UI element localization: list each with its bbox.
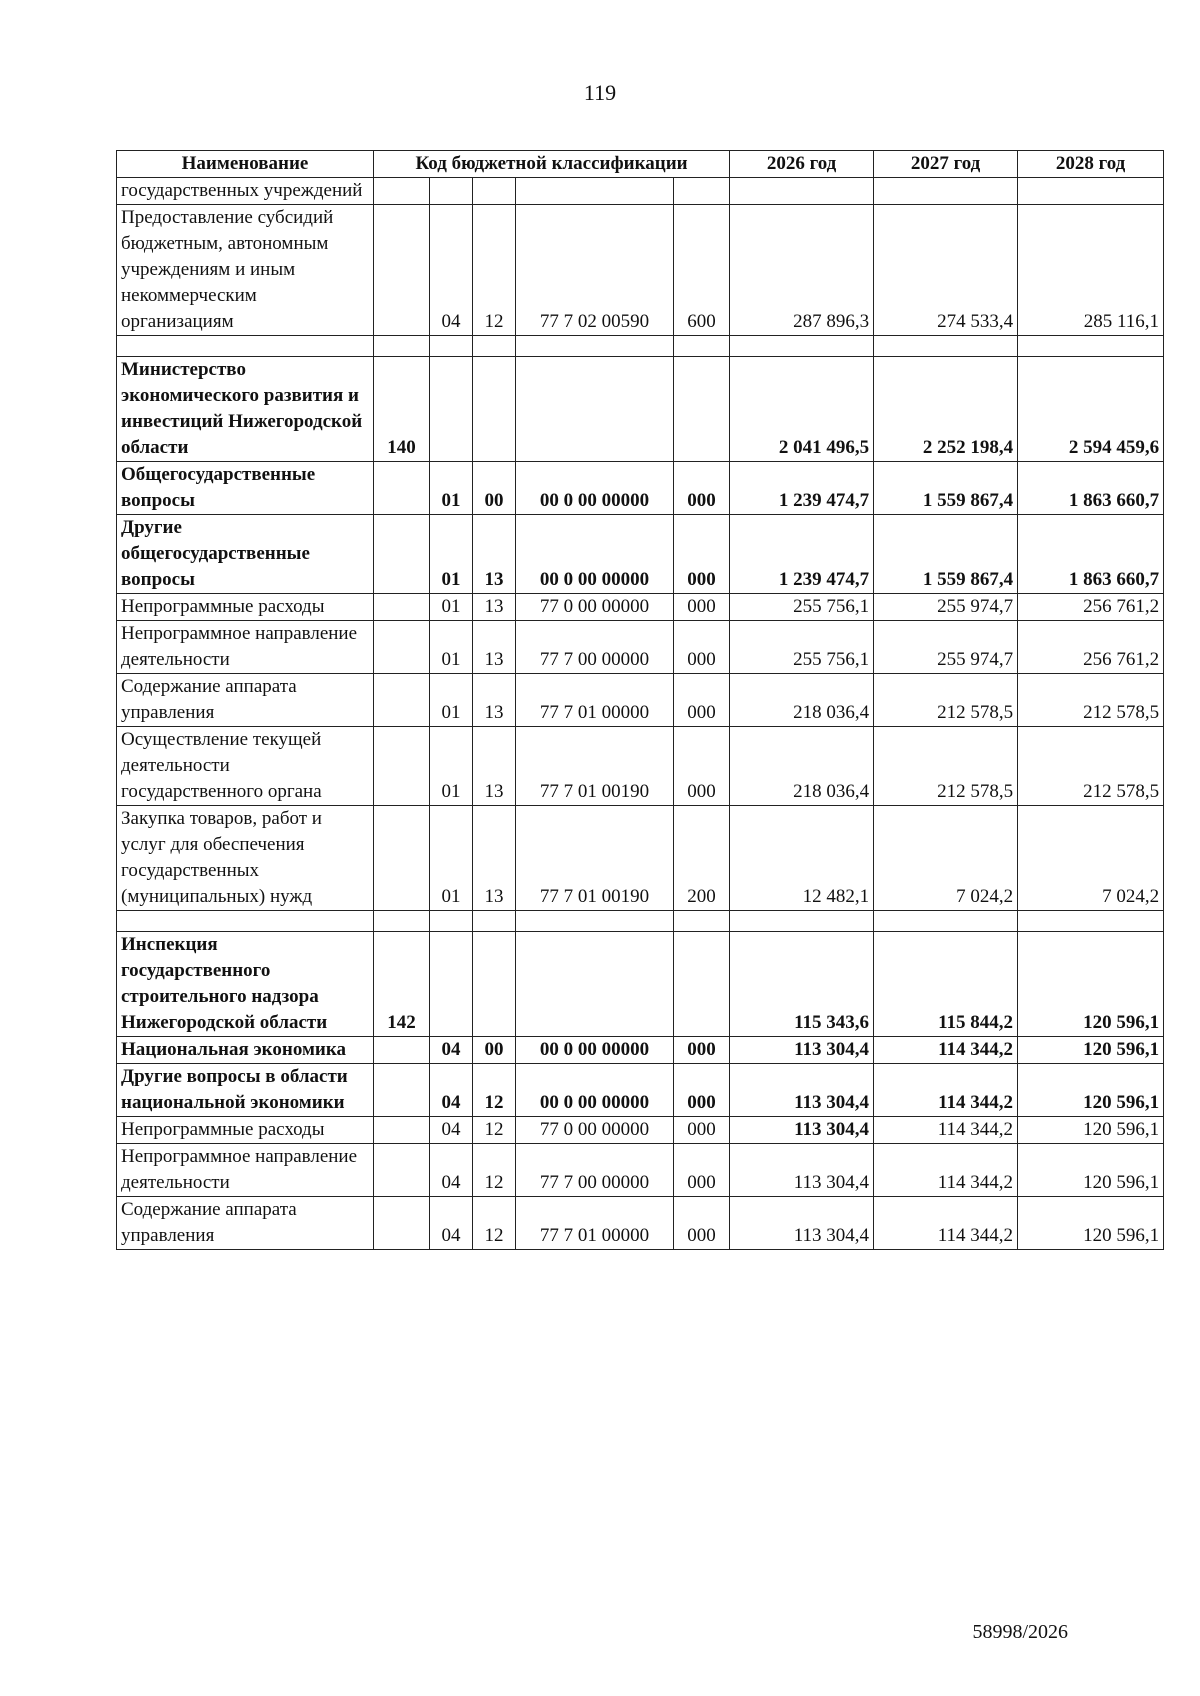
cell-target-article: [516, 178, 674, 205]
cell-section: 04: [430, 1037, 473, 1064]
table-row: [117, 1144, 1164, 1197]
cell-expense-type: 000: [674, 515, 730, 594]
cell-target-article: 77 7 01 00000: [516, 674, 674, 727]
cell-2028: 120 596,1: [1018, 1117, 1164, 1144]
cell-ministry-code: [374, 462, 430, 515]
cell-expense-type: 000: [674, 727, 730, 806]
cell-2026: 115 343,6: [730, 932, 874, 1037]
cell-target-article: 00 0 00 00000: [516, 1064, 674, 1117]
cell-2028: 212 578,5: [1018, 674, 1164, 727]
cell-2026: [730, 336, 874, 357]
header-code: Код бюджетной классификации: [374, 151, 730, 178]
cell-section: 01: [430, 806, 473, 911]
cell-target-article: 77 7 00 00000: [516, 1144, 674, 1197]
cell-2027: 212 578,5: [874, 727, 1018, 806]
cell-2026: 113 304,4: [730, 1064, 874, 1117]
cell-2028: 1 863 660,7: [1018, 515, 1164, 594]
cell-name: Непрограммное направление деятельности: [117, 621, 374, 674]
cell-name: Осуществление текущей деятельности государственного органа: [117, 727, 374, 806]
cell-2027: 114 344,2: [874, 1117, 1018, 1144]
table-row: [117, 1064, 1164, 1117]
budget-table: [116, 150, 1164, 1250]
cell-section: 01: [430, 621, 473, 674]
table-row: [117, 594, 1164, 621]
cell-2027: 1 559 867,4: [874, 462, 1018, 515]
cell-subsection: 12: [473, 1064, 516, 1117]
cell-subsection: 00: [473, 1037, 516, 1064]
cell-ministry-code: [374, 515, 430, 594]
cell-name: [117, 336, 374, 357]
cell-ministry-code: [374, 205, 430, 336]
cell-2027: 114 344,2: [874, 1197, 1018, 1250]
cell-expense-type: 600: [674, 205, 730, 336]
cell-ministry-code: [374, 594, 430, 621]
cell-subsection: [473, 336, 516, 357]
cell-section: [430, 178, 473, 205]
cell-name: государственных учреждений: [117, 178, 374, 205]
table-row: [117, 806, 1164, 911]
cell-subsection: [473, 357, 516, 462]
cell-name: Министерство экономического развития и инвестиций Нижегородской области: [117, 357, 374, 462]
cell-2026: 255 756,1: [730, 594, 874, 621]
cell-expense-type: [674, 178, 730, 205]
cell-name: Закупка товаров, работ и услуг для обеспечения государственных (муниципальных) нужд: [117, 806, 374, 911]
cell-section: 01: [430, 594, 473, 621]
cell-ministry-code: [374, 674, 430, 727]
cell-name: Непрограммные расходы: [117, 594, 374, 621]
cell-2027: 115 844,2: [874, 932, 1018, 1037]
cell-2028: 120 596,1: [1018, 1037, 1164, 1064]
cell-ministry-code: [374, 727, 430, 806]
cell-section: 04: [430, 1144, 473, 1197]
cell-target-article: 00 0 00 00000: [516, 515, 674, 594]
cell-target-article: 77 7 01 00190: [516, 806, 674, 911]
cell-subsection: 13: [473, 674, 516, 727]
cell-section: 04: [430, 205, 473, 336]
cell-ministry-code: [374, 621, 430, 674]
cell-target-article: 77 0 00 00000: [516, 1117, 674, 1144]
cell-expense-type: 000: [674, 1144, 730, 1197]
cell-name: Непрограммные расходы: [117, 1117, 374, 1144]
cell-name: Содержание аппарата управления: [117, 674, 374, 727]
table-row: [117, 178, 1164, 205]
cell-target-article: [516, 336, 674, 357]
cell-2026: 1 239 474,7: [730, 462, 874, 515]
cell-2026: 1 239 474,7: [730, 515, 874, 594]
cell-subsection: [473, 178, 516, 205]
cell-section: 01: [430, 515, 473, 594]
cell-ministry-code: [374, 1144, 430, 1197]
cell-2028: 120 596,1: [1018, 1197, 1164, 1250]
cell-section: 01: [430, 674, 473, 727]
cell-expense-type: 000: [674, 674, 730, 727]
cell-2026: 12 482,1: [730, 806, 874, 911]
cell-2026: 113 304,4: [730, 1197, 874, 1250]
cell-2028: 285 116,1: [1018, 205, 1164, 336]
cell-subsection: 00: [473, 462, 516, 515]
cell-ministry-code: [374, 178, 430, 205]
cell-subsection: 13: [473, 515, 516, 594]
cell-target-article: [516, 911, 674, 932]
cell-2027: 212 578,5: [874, 674, 1018, 727]
cell-2027: 114 344,2: [874, 1037, 1018, 1064]
cell-2027: 2 252 198,4: [874, 357, 1018, 462]
spacer-row: [117, 336, 1164, 357]
cell-section: [430, 357, 473, 462]
cell-expense-type: 000: [674, 621, 730, 674]
cell-2026: 113 304,4: [730, 1144, 874, 1197]
cell-subsection: 13: [473, 621, 516, 674]
cell-subsection: 12: [473, 1144, 516, 1197]
cell-2028: 2 594 459,6: [1018, 357, 1164, 462]
cell-2028: 120 596,1: [1018, 932, 1164, 1037]
table-row: [117, 1197, 1164, 1250]
cell-name: [117, 911, 374, 932]
cell-ministry-code: [374, 911, 430, 932]
cell-target-article: 77 7 02 00590: [516, 205, 674, 336]
cell-2027: [874, 336, 1018, 357]
cell-2026: 218 036,4: [730, 727, 874, 806]
cell-name: Инспекция государственного строительного надзора Нижегородской области: [117, 932, 374, 1037]
cell-name: Содержание аппарата управления: [117, 1197, 374, 1250]
cell-ministry-code: [374, 1064, 430, 1117]
cell-subsection: 12: [473, 205, 516, 336]
cell-expense-type: 000: [674, 1064, 730, 1117]
cell-2026: 255 756,1: [730, 621, 874, 674]
table-row: [117, 462, 1164, 515]
cell-expense-type: 200: [674, 806, 730, 911]
cell-ministry-code: [374, 1197, 430, 1250]
cell-2028: 256 761,2: [1018, 594, 1164, 621]
cell-target-article: 77 7 00 00000: [516, 621, 674, 674]
cell-expense-type: 000: [674, 1197, 730, 1250]
cell-ministry-code: [374, 1117, 430, 1144]
cell-section: [430, 932, 473, 1037]
cell-2028: 256 761,2: [1018, 621, 1164, 674]
cell-2026: 2 041 496,5: [730, 357, 874, 462]
cell-subsection: 13: [473, 594, 516, 621]
cell-section: 04: [430, 1064, 473, 1117]
cell-subsection: [473, 932, 516, 1037]
header-2027: 2027 год: [874, 151, 1018, 178]
cell-expense-type: [674, 357, 730, 462]
cell-2026: 218 036,4: [730, 674, 874, 727]
cell-ministry-code: 142: [374, 932, 430, 1037]
cell-subsection: 13: [473, 727, 516, 806]
cell-2026: 113 304,4: [730, 1117, 874, 1144]
cell-name: Общегосударственные вопросы: [117, 462, 374, 515]
cell-subsection: 12: [473, 1197, 516, 1250]
table-row: [117, 674, 1164, 727]
cell-target-article: [516, 357, 674, 462]
cell-2026: [730, 911, 874, 932]
cell-2028: 212 578,5: [1018, 727, 1164, 806]
cell-expense-type: 000: [674, 594, 730, 621]
cell-subsection: [473, 911, 516, 932]
cell-2027: 114 344,2: [874, 1064, 1018, 1117]
cell-target-article: 00 0 00 00000: [516, 1037, 674, 1064]
cell-target-article: 77 7 01 00000: [516, 1197, 674, 1250]
document-id: 58998/2026: [972, 1621, 1068, 1643]
cell-2028: [1018, 178, 1164, 205]
cell-2028: [1018, 911, 1164, 932]
cell-name: Национальная экономика: [117, 1037, 374, 1064]
cell-ministry-code: [374, 1037, 430, 1064]
cell-target-article: 77 0 00 00000: [516, 594, 674, 621]
table-row: [117, 1037, 1164, 1064]
cell-expense-type: [674, 336, 730, 357]
table-row: [117, 1117, 1164, 1144]
cell-section: 04: [430, 1197, 473, 1250]
page-number: 119: [583, 80, 617, 105]
cell-2027: [874, 911, 1018, 932]
cell-2027: [874, 178, 1018, 205]
cell-ministry-code: [374, 336, 430, 357]
cell-2027: 255 974,7: [874, 621, 1018, 674]
cell-subsection: 13: [473, 806, 516, 911]
cell-name: Другие вопросы в области национальной экономики: [117, 1064, 374, 1117]
cell-2027: 7 024,2: [874, 806, 1018, 911]
cell-section: [430, 336, 473, 357]
table-row: [117, 515, 1164, 594]
table-row: [117, 727, 1164, 806]
cell-2027: 274 533,4: [874, 205, 1018, 336]
table-row: [117, 932, 1164, 1037]
cell-name: Непрограммное направление деятельности: [117, 1144, 374, 1197]
cell-2026: 113 304,4: [730, 1037, 874, 1064]
cell-ministry-code: 140: [374, 357, 430, 462]
cell-2028: 120 596,1: [1018, 1144, 1164, 1197]
cell-name: Другие общегосударственные вопросы: [117, 515, 374, 594]
cell-2028: 7 024,2: [1018, 806, 1164, 911]
cell-name: Предоставление субсидий бюджетным, автономным учреждениям и иным некоммерческим организациям: [117, 205, 374, 336]
spacer-row: [117, 911, 1164, 932]
cell-subsection: 12: [473, 1117, 516, 1144]
header-2028: 2028 год: [1018, 151, 1164, 178]
cell-expense-type: 000: [674, 462, 730, 515]
cell-2026: 287 896,3: [730, 205, 874, 336]
cell-2027: 1 559 867,4: [874, 515, 1018, 594]
cell-2028: 120 596,1: [1018, 1064, 1164, 1117]
table-header-row: [117, 151, 1164, 178]
cell-section: [430, 911, 473, 932]
cell-2026: [730, 178, 874, 205]
cell-2028: 1 863 660,7: [1018, 462, 1164, 515]
cell-target-article: [516, 932, 674, 1037]
cell-2028: [1018, 336, 1164, 357]
cell-section: 01: [430, 462, 473, 515]
cell-target-article: 00 0 00 00000: [516, 462, 674, 515]
cell-2027: 114 344,2: [874, 1144, 1018, 1197]
table-row: [117, 205, 1164, 336]
cell-expense-type: 000: [674, 1117, 730, 1144]
table-body: [117, 178, 1164, 1250]
header-2026: 2026 год: [730, 151, 874, 178]
cell-ministry-code: [374, 806, 430, 911]
cell-expense-type: 000: [674, 1037, 730, 1064]
cell-section: 01: [430, 727, 473, 806]
table-row: [117, 357, 1164, 462]
cell-2027: 255 974,7: [874, 594, 1018, 621]
cell-target-article: 77 7 01 00190: [516, 727, 674, 806]
cell-expense-type: [674, 932, 730, 1037]
cell-section: 04: [430, 1117, 473, 1144]
table-row: [117, 621, 1164, 674]
cell-expense-type: [674, 911, 730, 932]
header-name: Наименование: [117, 151, 374, 178]
